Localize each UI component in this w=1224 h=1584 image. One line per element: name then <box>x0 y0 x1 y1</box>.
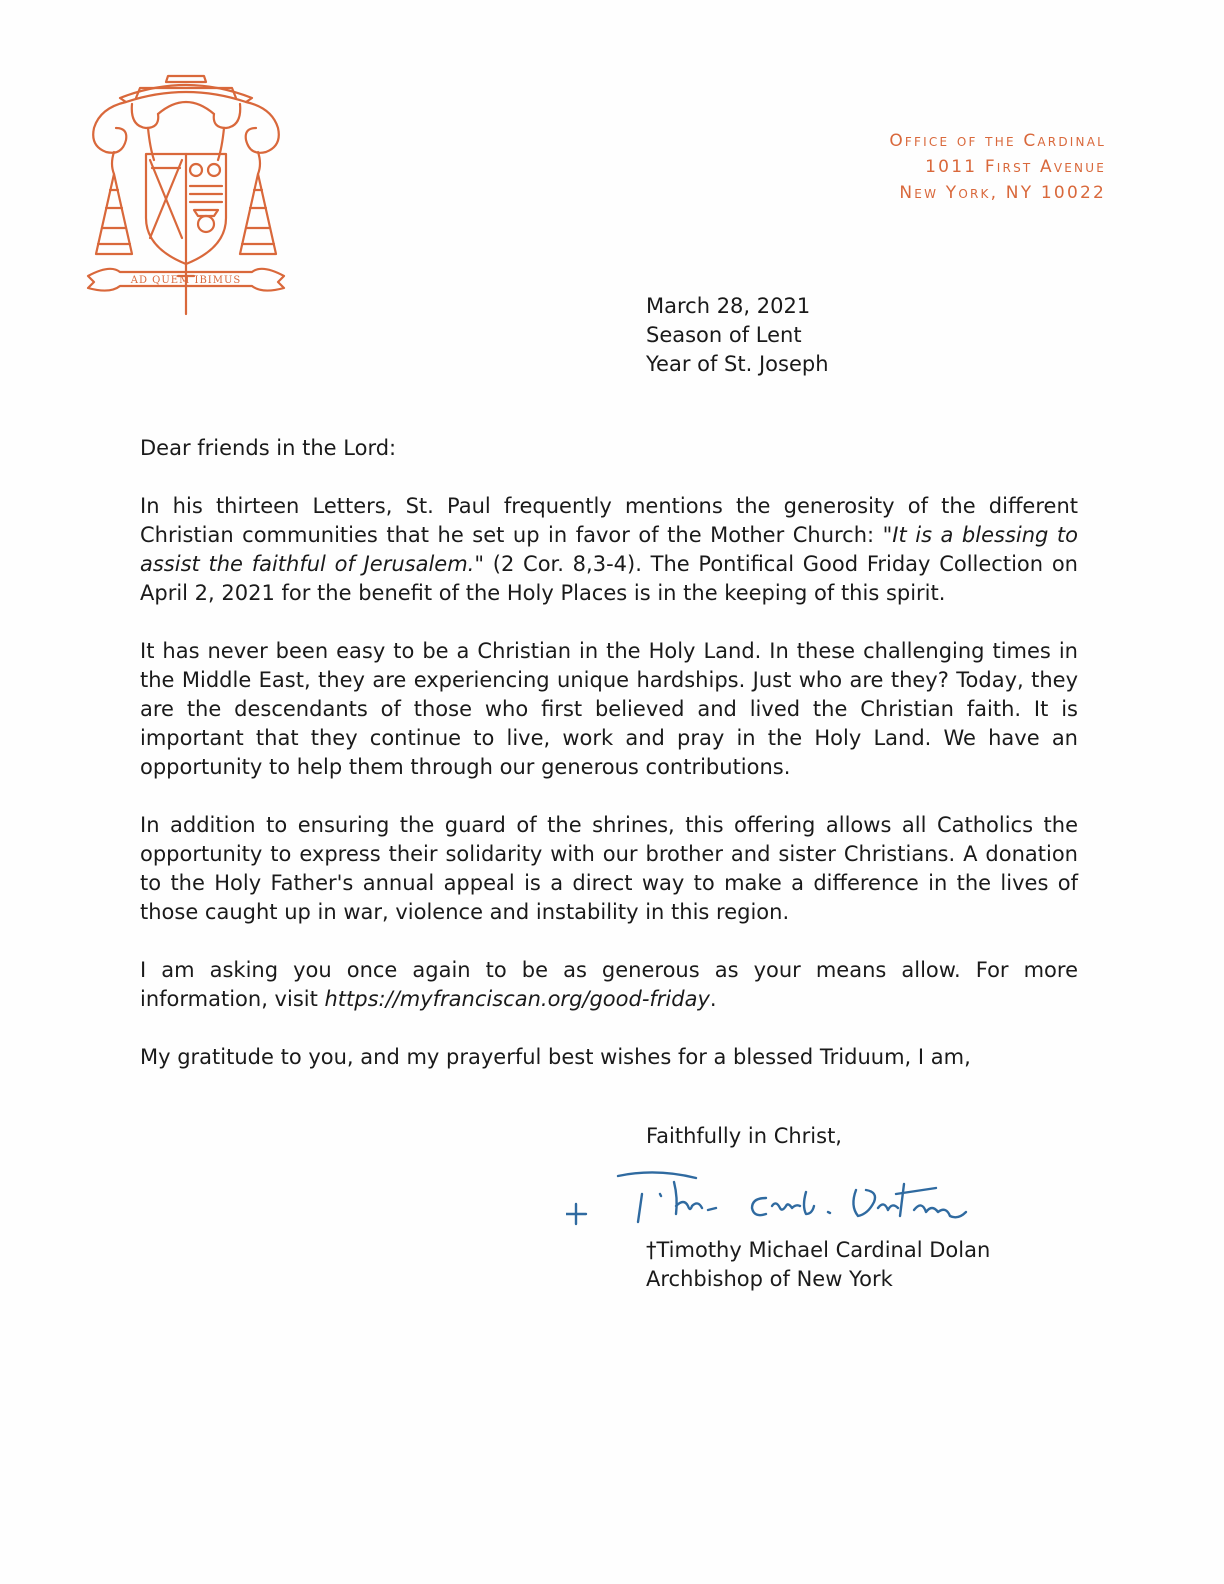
letterhead-office: Office of the Cardinal <box>889 131 1106 151</box>
letter-body <box>140 434 1078 1101</box>
signer-name: †Timothy Michael Cardinal Dolan <box>646 1238 991 1262</box>
paragraph-1 <box>140 492 1078 608</box>
handwritten-signature <box>566 1162 996 1236</box>
crest-motto: AD QUEM IBIMUS <box>130 275 242 286</box>
paragraph-3: In addition to ensuring the guard of the shrines, this offering allows all Catholics the opportunity to express their solidarity with our brother and sister Christians. A donation to the Holy Father's annual appeal is a direct way to make a difference in the lives of those caught up in war, violence and instability in this region. <box>140 813 1078 924</box>
paragraph-5: My gratitude to you, and my prayerful best wishes for a blessed Triduum, I am, <box>140 1045 971 1069</box>
signer-block <box>646 1236 990 1294</box>
letter-date: March 28, 2021 <box>646 294 811 318</box>
signer-title: Archbishop of New York <box>646 1267 893 1291</box>
letterhead-city: New York, NY 10022 <box>899 183 1106 203</box>
complimentary-close: Faithfully in Christ, <box>646 1124 842 1148</box>
paragraph-1-text-end: (2 Cor. 8,3-4). The Pontifical Good Friday Collection on April 2, 2021 for the benefit of the Holy Places is in the keeping of this spirit. <box>140 552 1078 605</box>
letterhead-street: 1011 First Avenue <box>925 157 1106 177</box>
paragraph-2: It has never been easy to be a Christian in the Holy Land. In these challenging times in the Middle East, they are experiencing unique hardships. Just who are they? Today, they are the descendants of those who first believed and lived the Christian faith. It is important that they continue to live, work and pray in the Holy Land. We have an opportunity to help them through our generous contributions. <box>140 639 1078 779</box>
letterhead-address <box>889 128 1106 206</box>
paragraph-4-text: I am asking you once again to be as generous as your means allow. For more information, visit <box>140 958 1078 1011</box>
liturgical-year: Year of St. Joseph <box>646 352 829 376</box>
paragraph-4 <box>140 956 1078 1014</box>
scripture-quote: "It is a blessing to assist the faithful of Jerusalem." <box>140 523 1078 576</box>
website-link[interactable]: https://myfranciscan.org/good-friday <box>324 987 710 1011</box>
date-block <box>646 292 829 379</box>
salutation: Dear friends in the Lord: <box>140 436 397 460</box>
liturgical-season: Season of Lent <box>646 323 802 347</box>
coat-of-arms-icon <box>80 68 292 320</box>
paragraph-1-text: In his thirteen Letters, St. Paul frequently mentions the generosity of the different Christian communities that he set up in favor of the Mother Church: <box>140 494 1078 547</box>
paragraph-4-text-end: . <box>709 987 717 1011</box>
